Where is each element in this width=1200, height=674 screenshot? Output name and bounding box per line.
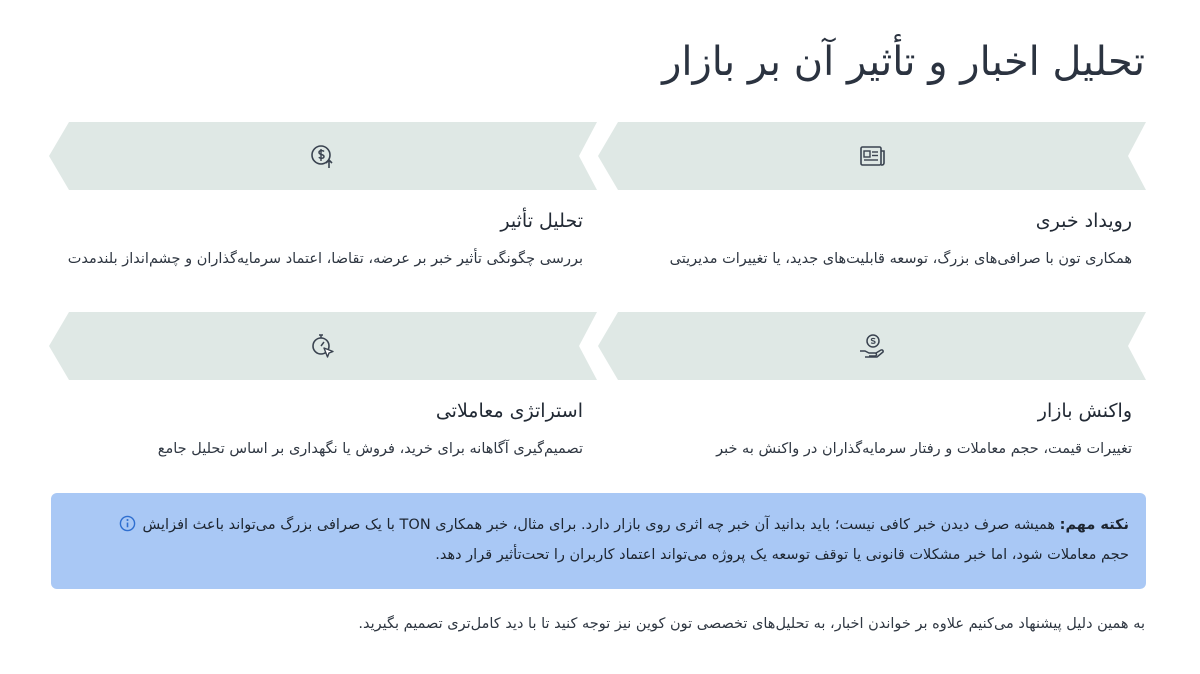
- step-title: استراتژی معاملاتی: [435, 400, 583, 422]
- step-description: بررسی چگونگی تأثیر خبر بر عرضه، تقاضا، اعتماد سرمایه‌گذاران و چشم‌انداز بلندمدت: [67, 251, 583, 267]
- step-description: همکاری تون با صرافی‌های بزرگ، توسعه قابلیت‌های جدید، یا تغییرات مدیریتی: [669, 251, 1132, 267]
- hand-coin-icon: [857, 331, 887, 361]
- step-card-news-event: [598, 122, 1146, 273]
- step-title: رویداد خبری: [1035, 210, 1132, 232]
- step-title: واکنش بازار: [1037, 400, 1132, 422]
- step-description: تغییرات قیمت، حجم معاملات و رفتار سرمایه‌گذاران در واکنش به خبر: [716, 441, 1132, 457]
- step-title: تحلیل تأثیر: [500, 210, 583, 232]
- important-note-box: [51, 493, 1146, 589]
- footer-text: به همین دلیل پیشنهاد می‌کنیم علاوه بر خواندن اخبار، به تحلیل‌های تخصصی تون کوین نیز توجه کنید تا با دید کامل‌تری تصمیم بگیرید.: [358, 616, 1145, 632]
- step-banner: [598, 312, 1146, 380]
- step-card-market-reaction: [598, 312, 1146, 463]
- news-card-icon: [857, 141, 887, 171]
- step-description: تصمیم‌گیری آگاهانه برای خرید، فروش یا نگهداری بر اساس تحلیل جامع: [157, 441, 583, 457]
- note-label: نکته مهم:: [1059, 517, 1129, 533]
- step-banner: [49, 312, 597, 380]
- step-banner: [49, 122, 597, 190]
- info-icon: [119, 515, 136, 532]
- note-text: [111, 510, 1129, 570]
- page-title: تحلیل اخبار و تأثیر آن بر بازار: [662, 39, 1145, 85]
- step-banner: [598, 122, 1146, 190]
- step-card-trading-strategy: [49, 312, 597, 463]
- step-card-impact-analysis: [49, 122, 597, 273]
- target-cursor-icon: [308, 331, 338, 361]
- note-body: همیشه صرف دیدن خبر کافی نیست؛ باید بدانید آن خبر چه اثری روی بازار دارد. برای مثال، خبر همکاری TON با یک صرافی بزرگ می‌تواند باعث افزایش حجم معاملات شود، اما خبر مشکلات قانونی یا توقف توسعه یک پروژه می‌تواند اعتماد کاربران را تحت‌تأثیر قرار دهد.: [142, 517, 1129, 563]
- dollar-coin-arrow-icon: [308, 141, 338, 171]
